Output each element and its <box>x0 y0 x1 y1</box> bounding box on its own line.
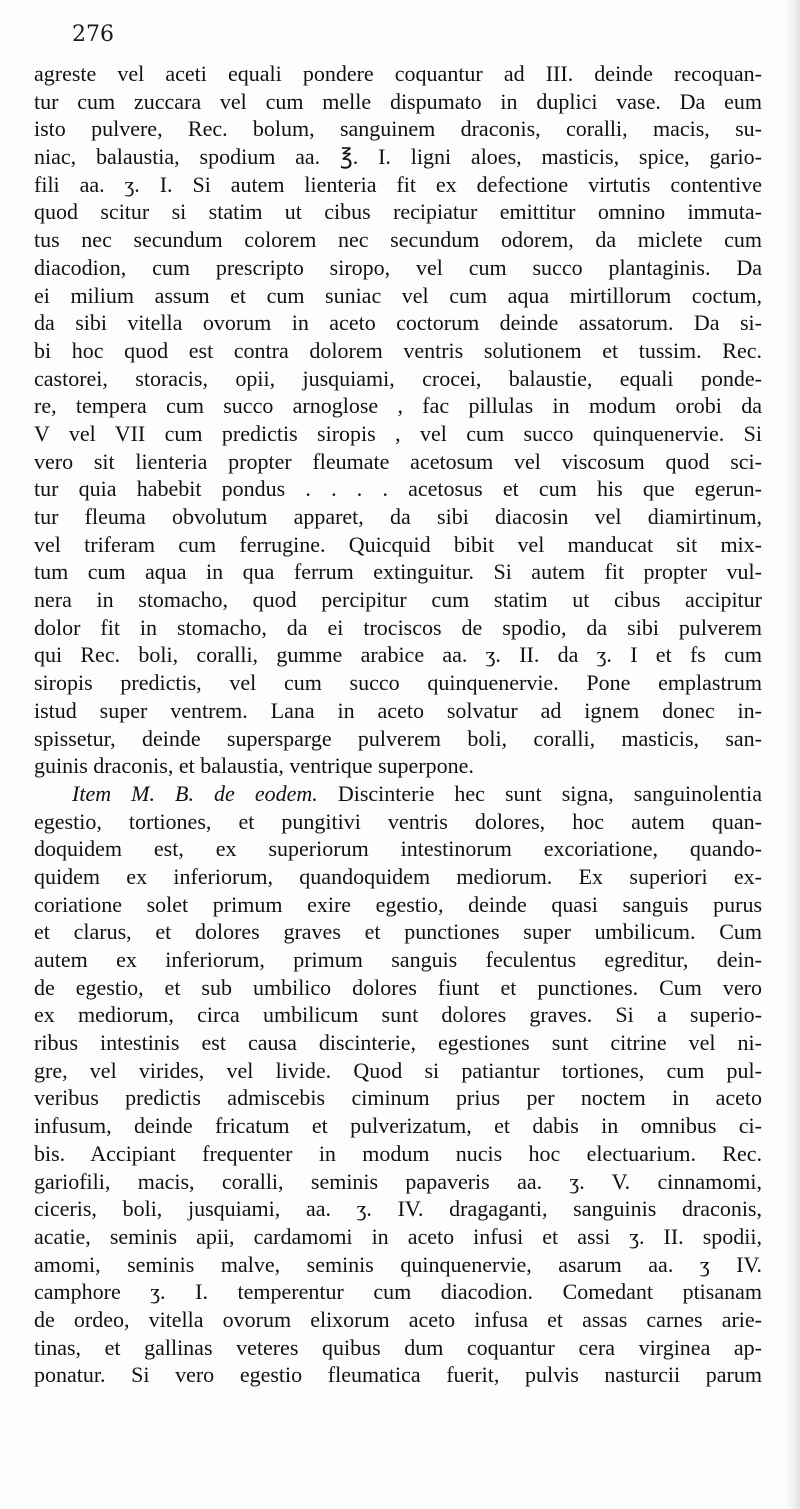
text-line: tinas, et gallinas veteres quibus dum coquantur cera virginea ap- <box>34 1334 762 1360</box>
text-line: de egestio, et sub umbilico dolores fiunt et punctiones. Cum vero <box>34 974 762 1000</box>
text-line: ponatur. Si vero egestio fleumatica fuerit, pulvis nasturcii parum <box>34 1362 762 1388</box>
page-edge-shadow <box>786 0 800 1509</box>
text-line: ribus intestinis est causa discinterie, egestiones sunt citrine vel ni- <box>34 1030 762 1056</box>
text-line: castorei, storacis, opii, jusquiami, crocei, balaustie, equali ponde- <box>34 365 762 391</box>
text-run: Discinterie hec sunt signa, sanguinolentia <box>337 780 763 806</box>
text-line: doquidem est, ex superiorum intestinorum excoriatione, quando- <box>34 836 762 862</box>
text-line: re, tempera cum succo arnoglose , fac pillulas in modum orobi da <box>34 393 762 419</box>
text-line: niac, balaustia, spodium aa. ℥. I. ligni aloes, masticis, spice, gario- <box>34 144 762 170</box>
text-line: diacodion, cum prescripto siropo, vel cum succo plantaginis. Da <box>34 254 762 280</box>
text-line: bi hoc quod est contra dolorem ventris solutionem et tussim. Rec. <box>34 337 762 363</box>
text-line: infusum, deinde fricatum et pulverizatum, et dabis in omnibus ci- <box>34 1113 762 1139</box>
text-line: de ordeo, vitella ovorum elixorum aceto infusa et assas carnes arie- <box>34 1306 762 1332</box>
text-line: agreste vel aceti equali pondere coquantur ad III. deinde recoquan- <box>34 61 762 86</box>
text-line: ex mediorum, circa umbilicum sunt dolores graves. Si a superio- <box>34 1002 762 1028</box>
text-line: autem ex inferiorum, primum sanguis feculentus egreditur, dein- <box>34 947 762 972</box>
page-number: 276 <box>72 22 114 47</box>
text-line: tur fleuma obvolutum apparet, da sibi diacosin vel diamirtinum, <box>34 504 762 529</box>
text-line: istud super ventrem. Lana in aceto solvatur ad ignem donec in- <box>34 697 762 723</box>
text-line: isto pulvere, Rec. bolum, sanguinem draconis, coralli, macis, su- <box>34 116 762 142</box>
text-line: gariofili, macis, coralli, seminis papaveris aa. ʒ. V. cinnamomi, <box>34 1168 762 1194</box>
text-line: ei milium assum et cum suniac vel cum aqua mirtillorum coctum, <box>34 282 762 308</box>
text-line: quidem ex inferiorum, quandoquidem mediorum. Ex superiori ex- <box>34 863 762 889</box>
text-line: et clarus, et dolores graves et punctiones super umbilicum. Cum <box>34 919 762 945</box>
text-line: acatie, seminis apii, cardamomi in aceto infusi et assi ʒ. II. spodii, <box>34 1223 762 1249</box>
text-line: da sibi vitella ovorum in aceto coctorum deinde assatorum. Da si- <box>34 310 762 336</box>
text-line: vel triferam cum ferrugine. Quicquid bibit vel manducat sit mix- <box>34 531 762 557</box>
text-line: ciceris, boli, jusquiami, aa. ʒ. IV. dragaganti, sanguinis draconis, <box>34 1196 762 1222</box>
text-line: guinis draconis, et balaustia, ventrique superpone. <box>34 753 474 779</box>
text-line: tus nec secundum colorem nec secundum odorem, da miclete cum <box>34 227 762 253</box>
text-line: spissetur, deinde supersparge pulverem boli, coralli, masticis, san- <box>34 725 762 751</box>
text-line: siropis predictis, vel cum succo quinquenervie. Pone emplastrum <box>34 670 762 696</box>
text-line: V vel VII cum predictis siropis , vel cum succo quinquenervie. Si <box>34 420 762 446</box>
text-line: egestio, tortiones, et pungitivi ventris dolores, hoc autem quan- <box>34 808 762 834</box>
text-line: fili aa. ʒ. I. Si autem lienteria fit ex defectione virtutis contentive <box>34 171 762 197</box>
text-line: gre, vel virides, vel livide. Quod si patiantur tortiones, cum pul- <box>34 1057 762 1083</box>
text-line: coriatione solet primum exire egestio, deinde quasi sanguis purus <box>34 891 762 917</box>
text-line: qui Rec. boli, coralli, gumme arabice aa. ʒ. II. da ʒ. I et fs cum <box>34 642 762 668</box>
body-text <box>34 60 762 1389</box>
text-line: dolor fit in stomacho, da ei trociscos de spodio, da sibi pulverem <box>34 614 762 640</box>
italic-heading: Item M. B. de eodem. <box>72 780 318 806</box>
text-line: veribus predictis admiscebis ciminum prius per noctem in aceto <box>34 1085 762 1111</box>
text-line: bis. Accipiant frequenter in modum nucis hoc electuarium. Rec. <box>34 1140 762 1166</box>
text-line: tum cum aqua in qua ferrum extinguitur. Si autem fit propter vul- <box>34 559 762 585</box>
text-line: amomi, seminis malve, seminis quinquenervie, asarum aa. ʒ IV. <box>34 1251 762 1277</box>
text-line: nera in stomacho, quod percipitur cum statim ut cibus accipitur <box>34 587 762 613</box>
text-line: camphore ʒ. I. temperentur cum diacodion. Comedant ptisanam <box>34 1279 762 1305</box>
paragraph-start-line <box>34 780 762 808</box>
text-line: tur quia habebit pondus . . . . acetosus et cum his que egerun- <box>34 476 762 502</box>
text-line: quod scitur si statim ut cibus recipiatur emittitur omnino immuta- <box>34 199 762 225</box>
text-line: vero sit lienteria propter fleumate acetosum vel viscosum quod sci- <box>34 448 762 474</box>
text-line: tur cum zuccara vel cum melle dispumato in duplici vase. Da eum <box>34 88 762 114</box>
